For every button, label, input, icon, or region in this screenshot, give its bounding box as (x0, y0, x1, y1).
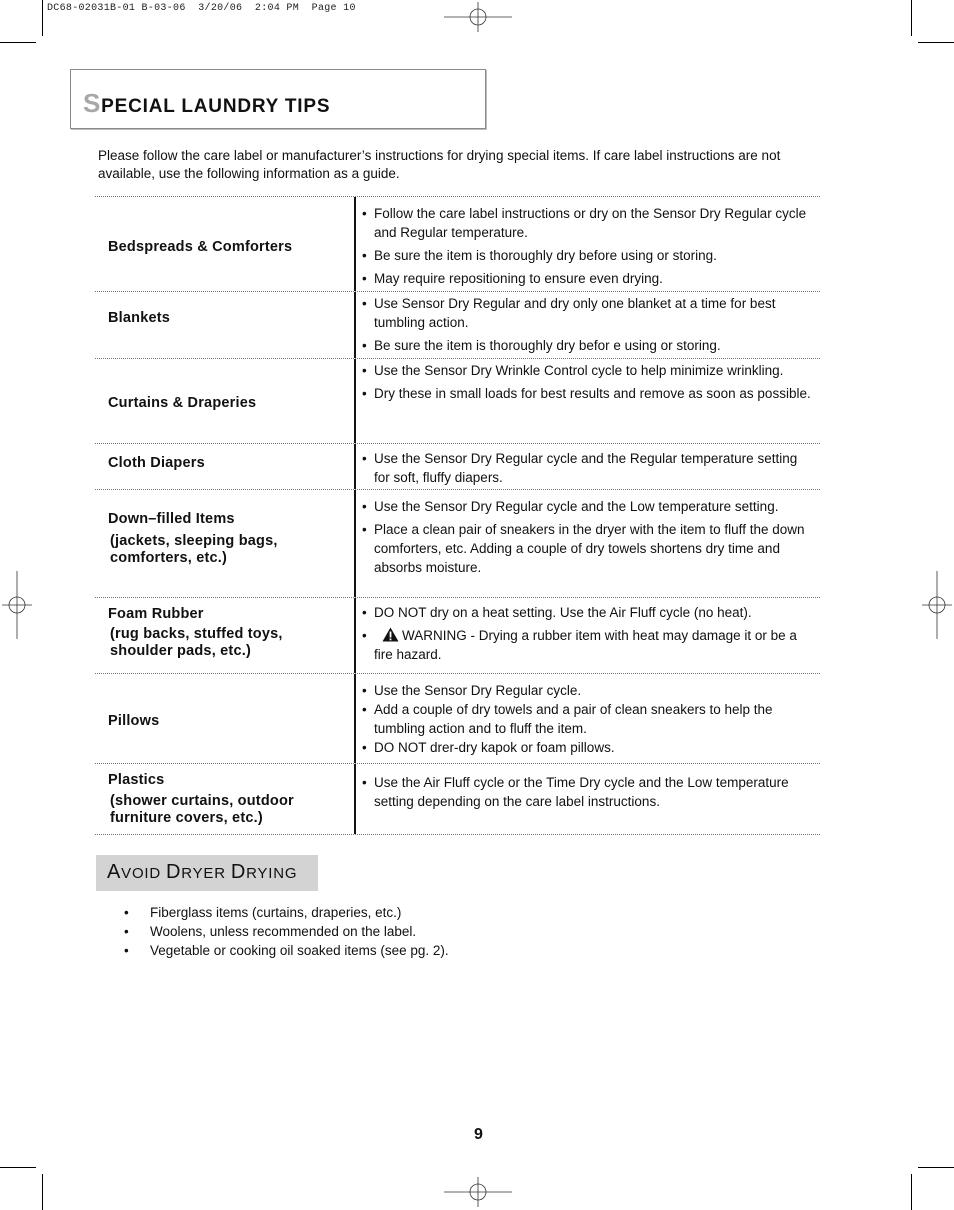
table-row (95, 489, 820, 597)
list-item: • Fiberglass items (curtains, draperies, etc.) (124, 905, 402, 920)
row-instructions (354, 292, 814, 358)
page-title (83, 88, 330, 119)
list-item: • DO NOT dry on a heat setting. Use the Air Fluff cycle (no heat). (362, 605, 752, 620)
row-label: Cloth Diapers (108, 455, 205, 471)
page-title-initial: S (83, 88, 102, 118)
row-instructions (354, 490, 814, 597)
list-item: • Use the Sensor Dry Regular cycle and the Low temperature setting. (362, 499, 779, 514)
crop-mark-tl-h (0, 42, 36, 43)
list-item: • Use the Air Fluff cycle or the Time Dry cycle and the Low temperature setting depending on the care label instructions. (362, 775, 789, 809)
list-item: • Add a couple of dry towels and a pair of clean sneakers to help the tumbling action and to fluff the item. (362, 702, 773, 736)
row-sublabel: (rug backs, stuffed toys, shoulder pads, etc.) (110, 626, 283, 659)
crop-mark-tr-v (911, 0, 912, 36)
table-row (95, 763, 820, 835)
registration-mark-left (2, 571, 32, 639)
row-label: Foam Rubber (rug backs, stuffed toys, shoulder pads, etc.) (108, 606, 310, 660)
avoid-list (124, 903, 449, 960)
crop-mark-br-h (918, 1167, 954, 1168)
registration-mark-top (444, 2, 512, 32)
avoid-dryer-drying-heading-box (96, 855, 318, 891)
row-instructions (354, 764, 814, 834)
intro-paragraph: Please follow the care label or manufacturer’s instructions for drying special items. If care label instructions are not available, use the following information as a guide. (98, 148, 781, 181)
table-row (95, 443, 820, 489)
crop-mark-bl-h (0, 1167, 36, 1168)
list-item: • Use Sensor Dry Regular and dry only one blanket at a time for best tumbling action. (362, 296, 776, 330)
crop-mark-tr-h (918, 42, 954, 43)
list-item: • Use the Sensor Dry Wrinkle Control cycle to help minimize wrinkling. (362, 363, 784, 378)
row-instructions (354, 197, 814, 291)
tips-table (95, 196, 820, 835)
row-sublabel: (shower curtains, outdoor furniture covers, etc.) (110, 793, 294, 826)
crop-mark-tl-v (42, 0, 43, 36)
row-label: Bedspreads & Comforters (108, 239, 293, 255)
row-instructions (354, 359, 814, 443)
list-item: • Dry these in small loads for best results and remove as soon as possible. (362, 386, 811, 401)
row-label: Curtains & Draperies (108, 395, 257, 411)
row-label: Plastics (shower curtains, outdoor furniture covers, etc.) (108, 772, 330, 827)
list-item: • Use the Sensor Dry Regular cycle. (362, 683, 582, 698)
list-item: • Use the Sensor Dry Regular cycle and the Regular temperature setting for soft, fluffy diapers. (362, 451, 798, 485)
row-label: Pillows (108, 713, 160, 729)
table-row (95, 291, 820, 358)
warning-triangle-icon (382, 627, 399, 642)
list-item: • Be sure the item is thoroughly dry before using or storing. (362, 248, 717, 263)
page-number: 9 (474, 1126, 483, 1143)
page-title-box (70, 69, 486, 129)
table-row (95, 597, 820, 673)
list-item: • DO NOT drer-dry kapok or foam pillows. (362, 740, 615, 755)
list-item: • May require repositioning to ensure even drying. (362, 271, 663, 286)
row-instructions (354, 444, 814, 489)
row-sublabel: (jackets, sleeping bags, comforters, etc.) (110, 533, 278, 566)
avoid-dryer-drying-heading: AVOID DRYER DRYING (107, 861, 298, 883)
list-item: • Be sure the item is thoroughly dry befor e using or storing. (362, 338, 721, 353)
crop-mark-bl-v (42, 1174, 43, 1210)
registration-mark-bottom (444, 1177, 512, 1207)
table-row (95, 673, 820, 763)
row-instructions (354, 674, 814, 763)
print-header-meta: DC68-02031B-01 B-03-06 3/20/06 2:04 PM Page 10 (47, 3, 356, 14)
list-item: • Vegetable or cooking oil soaked items (see pg. 2). (124, 943, 449, 958)
row-label: Down–filled Items (jackets, sleeping bags, comforters, etc.) (108, 511, 310, 567)
list-item: • Place a clean pair of sneakers in the dryer with the item to fluff the down comforters, etc. Adding a couple of dry towels shortens dry time and absorbs moisture. (362, 522, 805, 575)
table-row (95, 196, 820, 291)
row-instructions (354, 598, 814, 673)
list-item: • Woolens, unless recommended on the label. (124, 924, 417, 939)
row-label: Blankets (108, 310, 171, 326)
list-item: • WARNING - Drying a rubber item with heat may damage it or be a fire hazard. (362, 628, 797, 662)
page-title-rest: PECIAL LAUNDRY TIPS (101, 96, 331, 117)
table-row (95, 358, 820, 443)
registration-mark-right (922, 571, 952, 639)
list-item: • Follow the care label instructions or dry on the Sensor Dry Regular cycle and Regular temperature. (362, 206, 807, 240)
crop-mark-br-v (911, 1174, 912, 1210)
